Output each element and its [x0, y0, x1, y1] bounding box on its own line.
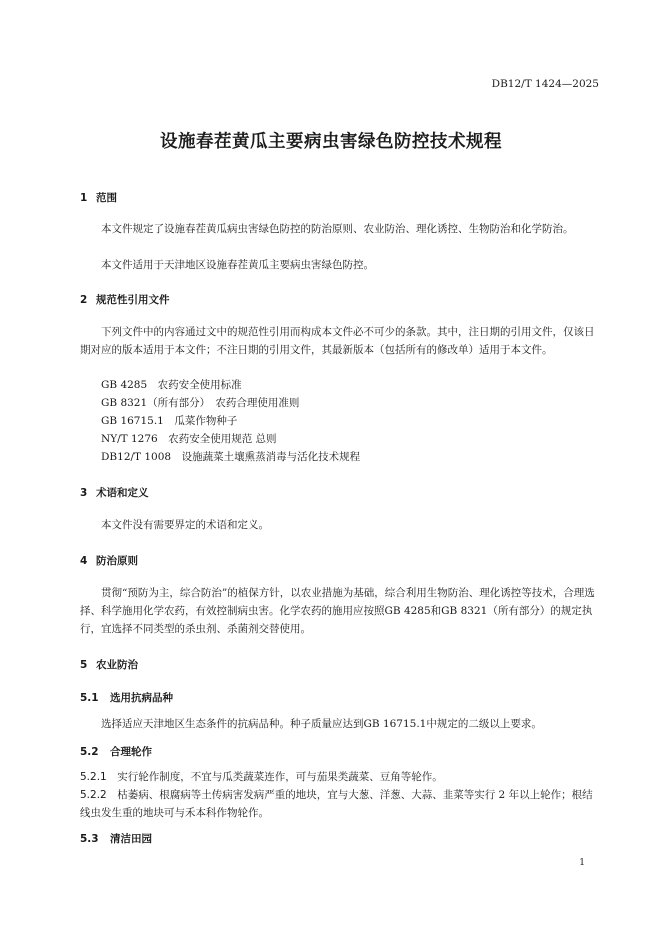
- subsection-5-1-heading: [80, 690, 173, 705]
- subsection-5-3-heading: [80, 831, 152, 846]
- section-3-paragraph-1: 本文件没有需要界定的术语和定义。: [101, 519, 269, 531]
- section-1-paragraph-1: 本文件规定了设施春茬黄瓜病虫害绿色防控的防治原则、农业防治、理化诱控、生物防治和化学防治。: [101, 223, 574, 235]
- section-title: 术语和定义: [96, 487, 149, 499]
- clause-text: 实行轮作制度，不宜与瓜类蔬菜连作，可与茄果类蔬菜、豆角等轮作。: [117, 771, 443, 783]
- section-1-heading: [80, 190, 117, 205]
- subsection-5-1-paragraph: 选择适应天津地区生态条件的抗病品种。种子质量应达到GB 16715.1中规定的二级以上要求。: [101, 718, 542, 730]
- section-title: 农业防治: [96, 659, 138, 671]
- document-number: DB12/T 1424—2025: [491, 78, 599, 90]
- subsection-title: 选用抗病品种: [110, 692, 173, 704]
- section-5-heading: [80, 657, 138, 672]
- section-4-heading: [80, 553, 138, 568]
- section-title: 规范性引用文件: [96, 294, 170, 306]
- section-3-heading: [80, 485, 149, 500]
- section-2-heading: [80, 292, 170, 307]
- section-1-paragraph-2: 本文件适用于天津地区设施春茬黄瓜主要病虫害绿色防控。: [101, 259, 374, 271]
- clause-5-2-2: [80, 786, 600, 822]
- section-number: 1: [80, 192, 88, 204]
- section-title: 防治原则: [96, 555, 138, 567]
- reference-item: GB 8321（所有部分） 农药合理使用准则: [101, 397, 300, 409]
- clause-number: 5.2.1: [80, 771, 107, 783]
- reference-item: GB 4285 农药安全使用标准: [101, 379, 242, 391]
- clause-5-2-1: [80, 768, 600, 786]
- section-number: 4: [80, 555, 88, 567]
- subsection-number: 5.1: [80, 692, 99, 704]
- page-title: 设施春茬黄瓜主要病虫害绿色防控技术规程: [160, 132, 502, 152]
- clause-text: 枯萎病、根腐病等土传病害发病严重的地块，宜与大葱、洋葱、大蒜、韭菜等实行 2 年以上轮作；根结线虫发生重的地块可与禾本科作物轮作。: [80, 789, 593, 819]
- section-4-paragraph-1: 贯彻“预防为主，综合防治”的植保方针，以农业措施为基础，综合利用生物防治、理化诱控等技术，合理选择、科学施用化学农药，有效控制病虫害。化学农药的施用应按照GB 4285和GB 8321（所有部分）的规定执行，宜选择不同类型的杀虫剂、杀菌剂交替使用。: [80, 587, 595, 635]
- subsection-number: 5.2: [80, 746, 99, 758]
- subsection-title: 合理轮作: [110, 746, 152, 758]
- subsection-number: 5.3: [80, 833, 99, 845]
- reference-item: NY/T 1276 农药安全使用规范 总则: [101, 433, 277, 445]
- page-number: 1: [579, 858, 585, 868]
- section-number: 2: [80, 294, 88, 306]
- reference-item: DB12/T 1008 设施蔬菜土壤熏蒸消毒与活化技术规程: [101, 451, 361, 463]
- section-2-paragraph-1: 下列文件中的内容通过文中的规范性引用而构成本文件必不可少的条款。其中，注日期的引用文件，仅该日期对应的版本适用于本文件；不注日期的引用文件，其最新版本（包括所有的修改单）适用于本文件。: [80, 326, 595, 356]
- section-title: 范围: [96, 192, 117, 204]
- section-number: 3: [80, 487, 88, 499]
- reference-item: GB 16715.1 瓜菜作物种子: [101, 415, 238, 427]
- subsection-5-2-heading: [80, 744, 152, 759]
- subsection-title: 清洁田园: [110, 833, 152, 845]
- section-number: 5: [80, 659, 88, 671]
- clause-number: 5.2.2: [80, 789, 107, 801]
